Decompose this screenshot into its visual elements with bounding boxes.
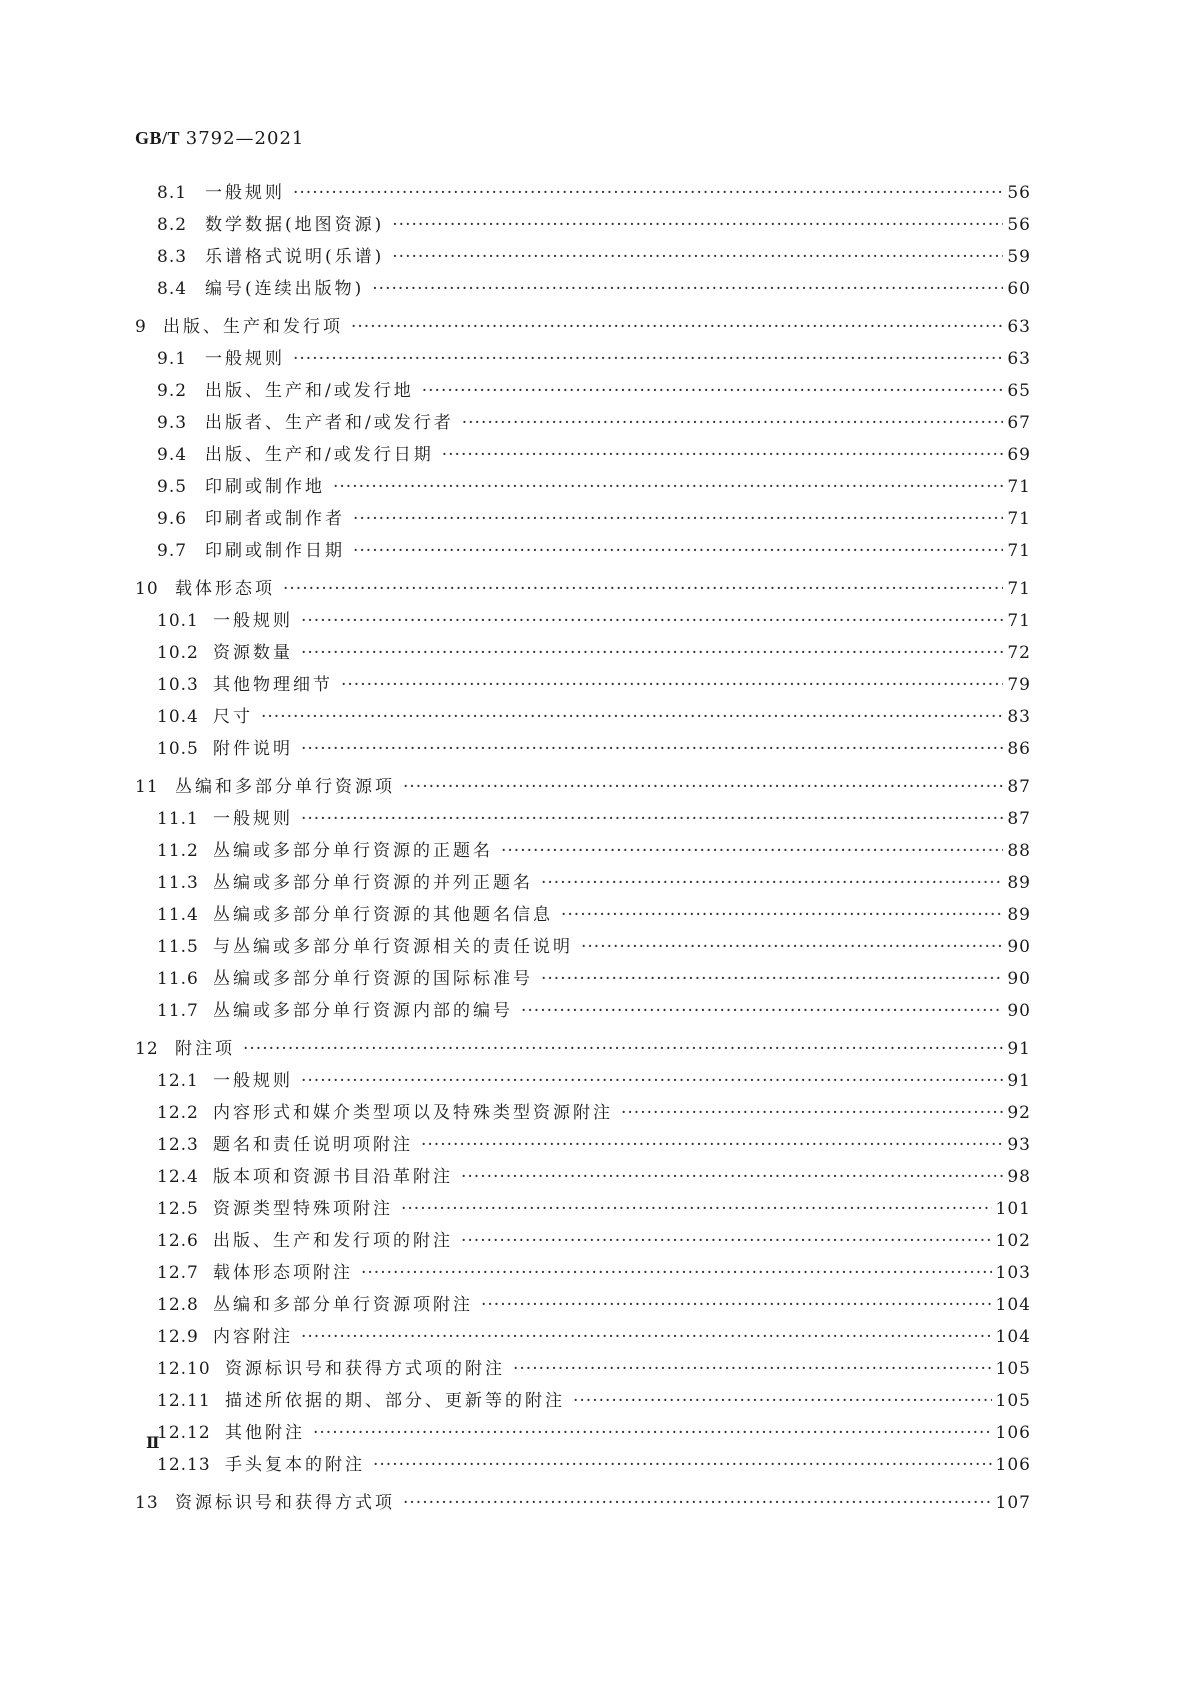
page-number-footer: Ⅱ bbox=[146, 1433, 160, 1452]
toc-entry-number: 10.3 bbox=[157, 675, 199, 695]
toc-entry-page: 71 bbox=[1007, 509, 1031, 529]
toc-entry-page: 89 bbox=[1007, 905, 1031, 925]
toc-entry-page: 103 bbox=[995, 1263, 1031, 1283]
toc-section-entry[interactable] bbox=[135, 1450, 1031, 1482]
toc-section-entry[interactable] bbox=[135, 868, 1031, 900]
toc-leader-dots bbox=[541, 969, 1003, 989]
toc-entry-page: 69 bbox=[1007, 445, 1031, 465]
toc-entry-page: 89 bbox=[1007, 873, 1031, 893]
toc-entry-number: 12.2 bbox=[157, 1103, 199, 1123]
toc-entry-number: 12.3 bbox=[157, 1135, 199, 1155]
toc-leader-dots bbox=[541, 873, 1003, 893]
toc-entry-title: 资源类型特殊项附注 bbox=[213, 1199, 393, 1219]
toc-entry-page: 71 bbox=[1007, 477, 1031, 497]
toc-section-entry[interactable] bbox=[135, 274, 1031, 306]
toc-section-entry[interactable] bbox=[135, 1098, 1031, 1130]
toc-entry-title: 资源数量 bbox=[213, 643, 293, 663]
toc-leader-dots bbox=[373, 1455, 992, 1475]
toc-leader-dots bbox=[513, 1359, 992, 1379]
toc-entry-number: 11.7 bbox=[157, 1001, 199, 1021]
toc-leader-dots bbox=[403, 1493, 992, 1513]
toc-section-entry[interactable] bbox=[135, 1130, 1031, 1162]
toc-leader-dots bbox=[573, 1391, 992, 1411]
standard-number: 3792—2021 bbox=[185, 128, 305, 149]
toc-leader-dots bbox=[621, 1103, 1003, 1123]
toc-leader-dots bbox=[293, 183, 1003, 203]
toc-section-entry[interactable] bbox=[135, 1226, 1031, 1258]
toc-entry-number: 9 bbox=[135, 317, 147, 337]
toc-entry-number: 11.3 bbox=[157, 873, 199, 893]
toc-entry-title: 附注项 bbox=[175, 1039, 235, 1059]
toc-entry-number: 12.5 bbox=[157, 1199, 199, 1219]
toc-entry-page: 63 bbox=[1007, 317, 1031, 337]
toc-leader-dots bbox=[581, 937, 1003, 957]
toc-leader-dots bbox=[283, 579, 1003, 599]
toc-entry-page: 106 bbox=[995, 1455, 1031, 1475]
toc-entry-title: 丛编和多部分单行资源项附注 bbox=[213, 1295, 473, 1315]
toc-entry-page: 90 bbox=[1007, 969, 1031, 989]
toc-entry-number: 12.4 bbox=[157, 1167, 199, 1187]
toc-chapter-entry[interactable] bbox=[135, 568, 1031, 606]
toc-entry-number: 9.1 bbox=[157, 349, 188, 369]
toc-section-entry[interactable] bbox=[135, 440, 1031, 472]
toc-entry-title: 出版、生产和发行项的附注 bbox=[213, 1231, 453, 1251]
toc-leader-dots bbox=[301, 739, 1003, 759]
table-of-contents bbox=[135, 178, 1031, 1520]
toc-entry-page: 102 bbox=[995, 1231, 1031, 1251]
toc-section-entry[interactable] bbox=[135, 836, 1031, 868]
toc-entry-number: 11.2 bbox=[157, 841, 199, 861]
toc-leader-dots bbox=[372, 279, 1003, 299]
toc-entry-number: 9.2 bbox=[157, 381, 188, 401]
toc-leader-dots bbox=[461, 1231, 992, 1251]
toc-entry-page: 106 bbox=[995, 1423, 1031, 1443]
toc-entry-number: 9.3 bbox=[157, 413, 188, 433]
toc-entry-page: 56 bbox=[1007, 183, 1031, 203]
toc-entry-page: 90 bbox=[1007, 937, 1031, 957]
toc-entry-number: 9.7 bbox=[157, 541, 188, 561]
toc-section-entry[interactable] bbox=[135, 964, 1031, 996]
toc-entry-title: 载体形态项 bbox=[175, 579, 275, 599]
toc-entry-page: 93 bbox=[1007, 1135, 1031, 1155]
toc-entry-title: 丛编或多部分单行资源内部的编号 bbox=[213, 1001, 513, 1021]
toc-entry-page: 90 bbox=[1007, 1001, 1031, 1021]
toc-section-entry[interactable] bbox=[135, 606, 1031, 638]
document-header bbox=[135, 128, 304, 149]
toc-entry-title: 印刷者或制作者 bbox=[205, 509, 345, 529]
toc-entry-title: 尺寸 bbox=[213, 707, 253, 727]
toc-entry-number: 8.3 bbox=[157, 247, 188, 267]
toc-entry-title: 内容形式和媒介类型项以及特殊类型资源附注 bbox=[213, 1103, 613, 1123]
toc-entry-number: 12.6 bbox=[157, 1231, 199, 1251]
toc-entry-title: 附件说明 bbox=[213, 739, 293, 759]
toc-leader-dots bbox=[301, 611, 1003, 631]
toc-entry-number: 12.11 bbox=[157, 1391, 211, 1411]
toc-leader-dots bbox=[461, 1167, 1003, 1187]
toc-entry-page: 71 bbox=[1007, 579, 1031, 599]
toc-section-entry[interactable] bbox=[135, 1322, 1031, 1354]
toc-leader-dots bbox=[422, 381, 1003, 401]
toc-leader-dots bbox=[561, 905, 1003, 925]
toc-chapter-entry[interactable] bbox=[135, 306, 1031, 344]
toc-entry-title: 乐谱格式说明(乐谱) bbox=[205, 247, 385, 267]
toc-entry-page: 104 bbox=[995, 1295, 1031, 1315]
toc-entry-page: 105 bbox=[995, 1391, 1031, 1411]
toc-leader-dots bbox=[301, 809, 1003, 829]
toc-section-entry[interactable] bbox=[135, 804, 1031, 836]
toc-entry-title: 资源标识号和获得方式项 bbox=[175, 1493, 395, 1513]
toc-entry-title: 题名和责任说明项附注 bbox=[213, 1135, 413, 1155]
toc-entry-number: 10 bbox=[135, 579, 159, 599]
toc-entry-page: 87 bbox=[1007, 809, 1031, 829]
toc-entry-title: 丛编和多部分单行资源项 bbox=[175, 777, 395, 797]
toc-entry-number: 10.4 bbox=[157, 707, 199, 727]
toc-entry-title: 手头复本的附注 bbox=[225, 1455, 365, 1475]
toc-entry-number: 8.4 bbox=[157, 279, 188, 299]
toc-entry-page: 104 bbox=[995, 1327, 1031, 1347]
standard-code: GB/T bbox=[135, 128, 181, 148]
toc-entry-number: 9.6 bbox=[157, 509, 188, 529]
toc-leader-dots bbox=[361, 1263, 992, 1283]
toc-leader-dots bbox=[462, 413, 1003, 433]
toc-entry-page: 56 bbox=[1007, 215, 1031, 235]
toc-entry-number: 12.1 bbox=[157, 1071, 199, 1091]
toc-entry-page: 91 bbox=[1007, 1071, 1031, 1091]
toc-entry-title: 内容附注 bbox=[213, 1327, 293, 1347]
toc-leader-dots bbox=[501, 841, 1003, 861]
toc-leader-dots bbox=[243, 1039, 1003, 1059]
toc-entry-number: 9.4 bbox=[157, 445, 188, 465]
toc-section-entry[interactable] bbox=[135, 1162, 1031, 1194]
toc-section-entry[interactable] bbox=[135, 1354, 1031, 1386]
toc-entry-number: 12.10 bbox=[157, 1359, 211, 1379]
toc-chapter-entry[interactable] bbox=[135, 1028, 1031, 1066]
toc-entry-number: 12.8 bbox=[157, 1295, 199, 1315]
toc-leader-dots bbox=[313, 1423, 992, 1443]
toc-section-entry[interactable] bbox=[135, 734, 1031, 766]
toc-section-entry[interactable] bbox=[135, 996, 1031, 1028]
toc-entry-title: 载体形态项附注 bbox=[213, 1263, 353, 1283]
toc-leader-dots bbox=[261, 707, 1003, 727]
toc-entry-title: 版本项和资源书目沿革附注 bbox=[213, 1167, 453, 1187]
toc-entry-page: 98 bbox=[1007, 1167, 1031, 1187]
toc-leader-dots bbox=[481, 1295, 992, 1315]
toc-chapter-entry[interactable] bbox=[135, 766, 1031, 804]
toc-entry-title: 一般规则 bbox=[213, 1071, 293, 1091]
toc-section-entry[interactable] bbox=[135, 1258, 1031, 1290]
toc-entry-number: 11.1 bbox=[157, 809, 199, 829]
toc-section-entry[interactable] bbox=[135, 408, 1031, 440]
toc-entry-page: 71 bbox=[1007, 611, 1031, 631]
toc-chapter-entry[interactable] bbox=[135, 1482, 1031, 1520]
toc-entry-title: 出版、生产和/或发行地 bbox=[205, 381, 414, 401]
toc-entry-page: 79 bbox=[1007, 675, 1031, 695]
toc-entry-page: 107 bbox=[995, 1493, 1031, 1513]
toc-entry-title: 印刷或制作地 bbox=[205, 477, 325, 497]
toc-section-entry[interactable] bbox=[135, 536, 1031, 568]
toc-entry-title: 其他附注 bbox=[225, 1423, 305, 1443]
toc-section-entry[interactable] bbox=[135, 1194, 1031, 1226]
toc-entry-page: 87 bbox=[1007, 777, 1031, 797]
toc-entry-title: 出版、生产和发行项 bbox=[163, 317, 343, 337]
toc-entry-number: 12.9 bbox=[157, 1327, 199, 1347]
toc-entry-number: 11.5 bbox=[157, 937, 199, 957]
toc-section-entry[interactable] bbox=[135, 472, 1031, 504]
toc-leader-dots bbox=[421, 1135, 1003, 1155]
toc-leader-dots bbox=[301, 643, 1003, 663]
toc-entry-number: 12.13 bbox=[157, 1455, 211, 1475]
toc-leader-dots bbox=[301, 1071, 1003, 1091]
toc-entry-title: 一般规则 bbox=[205, 183, 285, 203]
toc-entry-title: 与丛编或多部分单行资源相关的责任说明 bbox=[213, 937, 573, 957]
toc-entry-page: 88 bbox=[1007, 841, 1031, 861]
toc-entry-number: 10.1 bbox=[157, 611, 199, 631]
toc-leader-dots bbox=[293, 349, 1003, 369]
toc-leader-dots bbox=[521, 1001, 1003, 1021]
toc-leader-dots bbox=[392, 247, 1003, 267]
toc-entry-page: 86 bbox=[1007, 739, 1031, 759]
toc-entry-number: 11.4 bbox=[157, 905, 199, 925]
toc-leader-dots bbox=[401, 1199, 992, 1219]
toc-entry-number: 9.5 bbox=[157, 477, 188, 497]
toc-entry-page: 67 bbox=[1007, 413, 1031, 433]
toc-entry-page: 65 bbox=[1007, 381, 1031, 401]
toc-entry-page: 72 bbox=[1007, 643, 1031, 663]
toc-entry-number: 10.5 bbox=[157, 739, 199, 759]
toc-leader-dots bbox=[403, 777, 1003, 797]
toc-section-entry[interactable] bbox=[135, 1418, 1031, 1450]
toc-section-entry[interactable] bbox=[135, 1386, 1031, 1418]
toc-entry-title: 数学数据(地图资源) bbox=[205, 215, 385, 235]
toc-leader-dots bbox=[341, 675, 1003, 695]
toc-entry-number: 10.2 bbox=[157, 643, 199, 663]
toc-leader-dots bbox=[333, 477, 1003, 497]
toc-entry-page: 59 bbox=[1007, 247, 1031, 267]
toc-section-entry[interactable] bbox=[135, 376, 1031, 408]
toc-entry-number: 8.1 bbox=[157, 183, 188, 203]
toc-section-entry[interactable] bbox=[135, 210, 1031, 242]
toc-entry-title: 出版、生产和/或发行日期 bbox=[205, 445, 434, 465]
toc-entry-title: 丛编或多部分单行资源的其他题名信息 bbox=[213, 905, 553, 925]
toc-entry-page: 63 bbox=[1007, 349, 1031, 369]
toc-entry-number: 13 bbox=[135, 1493, 159, 1513]
toc-entry-page: 60 bbox=[1007, 279, 1031, 299]
toc-entry-number: 11 bbox=[135, 777, 159, 797]
toc-leader-dots bbox=[392, 215, 1003, 235]
toc-leader-dots bbox=[351, 317, 1003, 337]
toc-entry-number: 11.6 bbox=[157, 969, 199, 989]
toc-entry-title: 资源标识号和获得方式项的附注 bbox=[225, 1359, 505, 1379]
toc-section-entry[interactable] bbox=[135, 504, 1031, 536]
toc-entry-page: 71 bbox=[1007, 541, 1031, 561]
toc-section-entry[interactable] bbox=[135, 242, 1031, 274]
toc-entry-title: 丛编或多部分单行资源的并列正题名 bbox=[213, 873, 533, 893]
toc-entry-page: 83 bbox=[1007, 707, 1031, 727]
toc-entry-page: 105 bbox=[995, 1359, 1031, 1379]
toc-section-entry[interactable] bbox=[135, 178, 1031, 210]
toc-section-entry[interactable] bbox=[135, 344, 1031, 376]
toc-entry-page: 101 bbox=[995, 1199, 1031, 1219]
toc-section-entry[interactable] bbox=[135, 670, 1031, 702]
toc-entry-title: 出版者、生产者和/或发行者 bbox=[205, 413, 454, 433]
toc-entry-number: 12.12 bbox=[157, 1423, 211, 1443]
toc-leader-dots bbox=[353, 541, 1003, 561]
toc-section-entry[interactable] bbox=[135, 932, 1031, 964]
toc-section-entry[interactable] bbox=[135, 1066, 1031, 1098]
toc-entry-title: 其他物理细节 bbox=[213, 675, 333, 695]
toc-entry-number: 12 bbox=[135, 1039, 159, 1059]
toc-entry-title: 印刷或制作日期 bbox=[205, 541, 345, 561]
toc-section-entry[interactable] bbox=[135, 638, 1031, 670]
toc-section-entry[interactable] bbox=[135, 900, 1031, 932]
toc-entry-title: 一般规则 bbox=[205, 349, 285, 369]
toc-entry-title: 描述所依据的期、部分、更新等的附注 bbox=[225, 1391, 565, 1411]
toc-entry-number: 12.7 bbox=[157, 1263, 199, 1283]
toc-section-entry[interactable] bbox=[135, 1290, 1031, 1322]
toc-entry-page: 92 bbox=[1007, 1103, 1031, 1123]
toc-entry-title: 丛编或多部分单行资源的正题名 bbox=[213, 841, 493, 861]
toc-entry-title: 丛编或多部分单行资源的国际标准号 bbox=[213, 969, 533, 989]
toc-leader-dots bbox=[442, 445, 1003, 465]
toc-entry-number: 8.2 bbox=[157, 215, 188, 235]
toc-leader-dots bbox=[353, 509, 1003, 529]
toc-leader-dots bbox=[301, 1327, 992, 1347]
toc-entry-title: 一般规则 bbox=[213, 611, 293, 631]
toc-entry-title: 一般规则 bbox=[213, 809, 293, 829]
toc-entry-title: 编号(连续出版物) bbox=[205, 279, 365, 299]
toc-section-entry[interactable] bbox=[135, 702, 1031, 734]
toc-entry-page: 91 bbox=[1007, 1039, 1031, 1059]
